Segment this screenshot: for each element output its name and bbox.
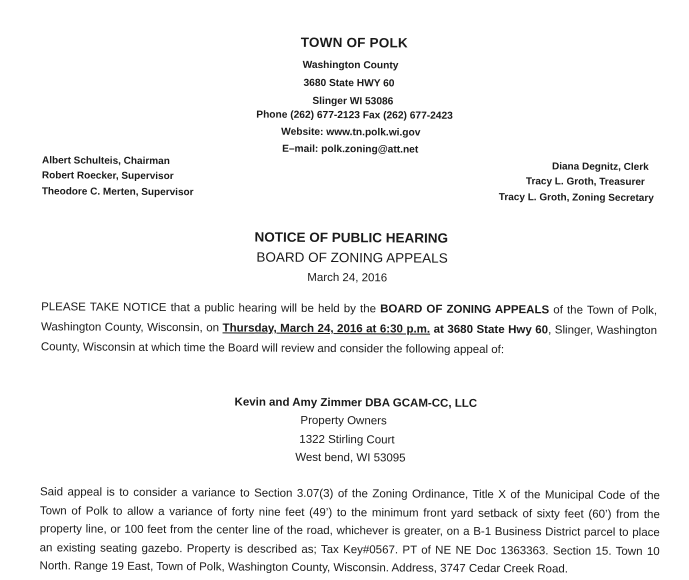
email-line: E–mail: polk.zoning@att.net xyxy=(282,143,419,156)
intro-text-1: PLEASE TAKE NOTICE that a public hearing will be held by the xyxy=(41,301,381,316)
intro-paragraph xyxy=(41,297,657,361)
county-line: Washington County xyxy=(302,59,399,72)
officer-treasurer: Tracy L. Groth, Treasurer xyxy=(525,176,645,188)
city-line: Slinger WI 53086 xyxy=(312,95,394,108)
owner-street: 1322 Stirling Court xyxy=(299,433,395,447)
owner-city: West bend, WI 53095 xyxy=(295,451,406,465)
notice-title: NOTICE OF PUBLIC HEARING xyxy=(254,229,449,246)
phone-fax-line: Phone (262) 677-2123 Fax (262) 677-2423 xyxy=(256,109,453,122)
hearing-date: March 24, 2016 xyxy=(307,271,388,285)
officer-chairman: Albert Schulteis, Chairman xyxy=(41,155,170,168)
officer-supervisor-1: Robert Roecker, Supervisor xyxy=(41,170,174,183)
officer-clerk: Diana Degnitz, Clerk xyxy=(551,161,649,173)
officer-zoning-secretary: Tracy L. Groth, Zoning Secretary xyxy=(498,192,654,204)
intro-text-4: , Slinger, Washington County, Wisconsin at which time the Board will review and consider the following appeal of: xyxy=(40,324,658,357)
town-title: TOWN OF POLK xyxy=(300,34,408,51)
owner-name: Kevin and Amy Zimmer DBA GCAM-CC, LLC xyxy=(234,396,478,410)
intro-text-2: of the Town of Polk, Washington County, Wisconsin, on xyxy=(40,304,658,335)
street-line: 3680 State HWY 60 xyxy=(303,77,395,90)
officer-supervisor-2: Theodore C. Merten, Supervisor xyxy=(41,186,194,199)
owner-role: Property Owners xyxy=(300,414,387,428)
intro-board-name: BOARD OF ZONING APPEALS xyxy=(380,303,550,317)
board-title: BOARD OF ZONING APPEALS xyxy=(256,249,448,266)
intro-location: at 3680 State Hwy 60 xyxy=(433,323,549,337)
website-line: Website: www.tn.polk.wi.gov xyxy=(281,126,421,139)
intro-hearing-time: Thursday, March 24, 2016 at 6:30 p.m. xyxy=(222,322,431,336)
appeal-paragraph: Said appeal is to consider a variance to Section 3.07(3) of the Zoning Ordinance, Title X of the Municipal Code of the Town of Polk to allow a variance of forty nine feet (49’) to the minimum front yard setback of sixty feet (60’) from the property line, or 100 feet from the center line of the road, whichever is greater, on a B-1 Business District parcel to place an existing seating gazebo. Property is described as; Tax Key#0567. PT of NE NE Doc 1363363. Section 15. Town 10 North. Range 19 East, Town of Polk, Washington County, Wisconsin. Address, 3747 Cedar Creek Road. xyxy=(39,486,661,576)
